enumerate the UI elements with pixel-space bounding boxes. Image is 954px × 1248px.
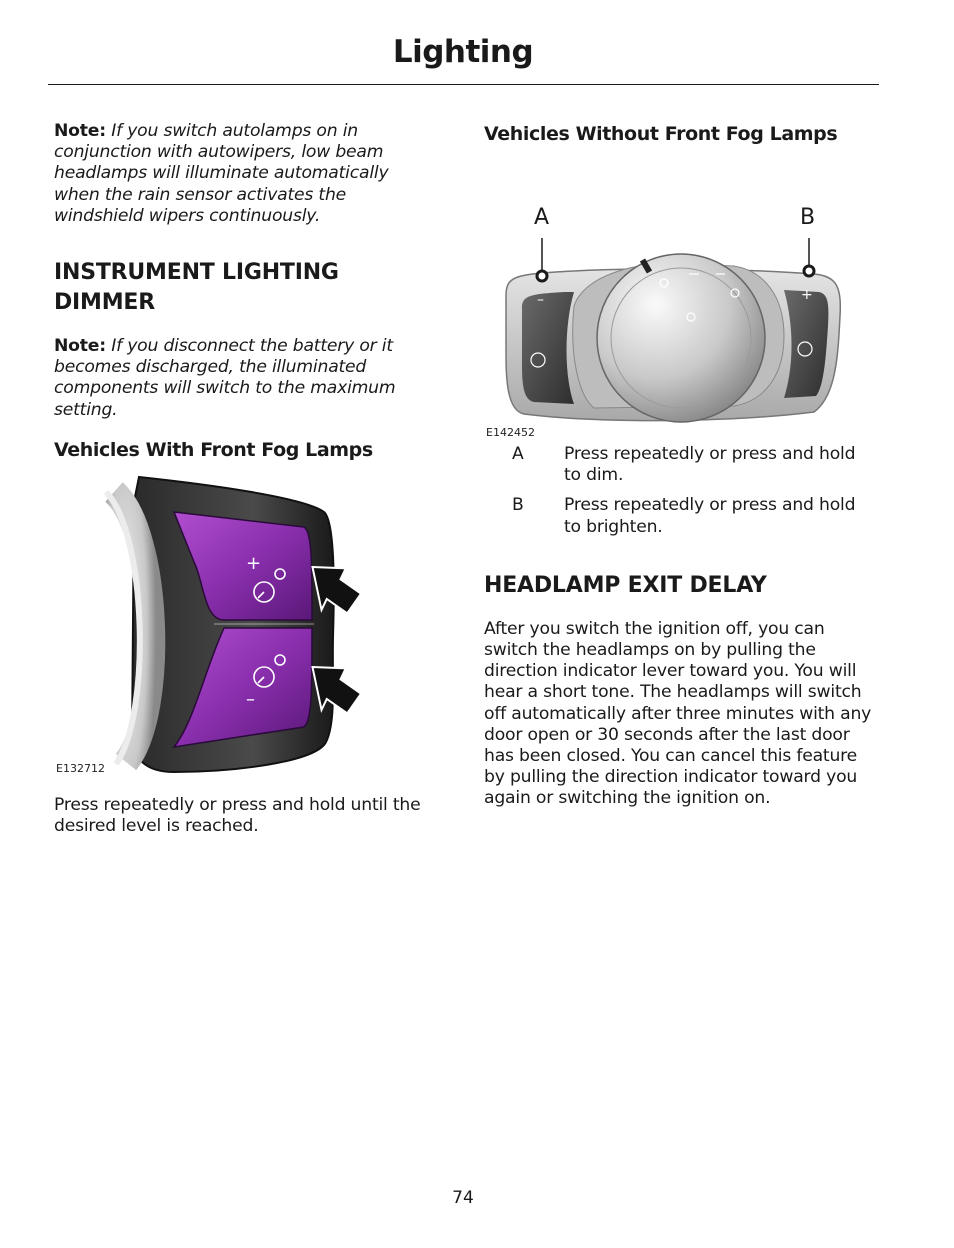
headlamp-switch-illustration (484, 156, 879, 426)
plus-symbol: + (246, 552, 262, 574)
note-battery (54, 336, 434, 421)
heading-headlamp-exit-delay: HEADLAMP EXIT DELAY (484, 572, 767, 598)
callout-row (478, 495, 874, 546)
heading-without-fog-lamps: Vehicles Without Front Fog Lamps (484, 123, 838, 145)
heading-with-fog-lamps: Vehicles With Front Fog Lamps (54, 438, 373, 461)
minus-symbol: – (246, 688, 255, 710)
callout-key: A (512, 444, 524, 464)
left-column (54, 121, 434, 837)
minus-symbol: – (537, 292, 544, 308)
figure-headlamp-switch (484, 156, 879, 439)
callout-a-label: A (534, 205, 550, 230)
page-number: 74 (452, 1188, 474, 1208)
right-column (484, 121, 879, 810)
callout-row (478, 444, 874, 495)
callout-text: Press repeatedly or press and hold to dim. (564, 444, 856, 486)
note-text: If you switch autolamps on in conjunction with autowipers, low beam headlamps will illuminate automatically when the rain sensor activates the windshield wipers continuously. (54, 121, 389, 226)
exit-delay-text: After you switch the ignition off, you can switch the headlamps on by pulling the direction indicator lever toward you. You will hear a short tone. The headlamps will switch off automatically after three minutes with any door open or 30 seconds after the last door has been closed. You can cancel this feature by pulling the direction indicator toward you again or switching the ignition on. (484, 618, 872, 809)
heading-instrument-lighting-dimmer: INSTRUMENT LIGHTING DIMMER (54, 260, 339, 316)
plus-symbol: + (801, 287, 813, 303)
dimmer-switch-illustration (54, 472, 434, 777)
note-text: If you disconnect the battery or it becomes discharged, the illuminated components will switch to the maximum setting. (54, 336, 396, 420)
figure-code: E142452 (486, 426, 535, 439)
callout-table (478, 444, 874, 547)
figure-code: E132712 (56, 761, 105, 775)
note-label: Note: (54, 121, 106, 141)
callout-key: B (512, 495, 524, 516)
instruction-text: Press repeatedly or press and hold until the desired level is reached. (54, 794, 421, 837)
callout-b-label: B (800, 205, 816, 230)
note-autolamps (54, 121, 434, 227)
callout-text: Press repeatedly or press and hold to brighten. (564, 495, 856, 537)
note-label: Note: (54, 336, 106, 357)
page-title: Lighting (392, 34, 534, 70)
title-divider (48, 84, 879, 85)
figure-dimmer-with-fog (54, 472, 434, 777)
